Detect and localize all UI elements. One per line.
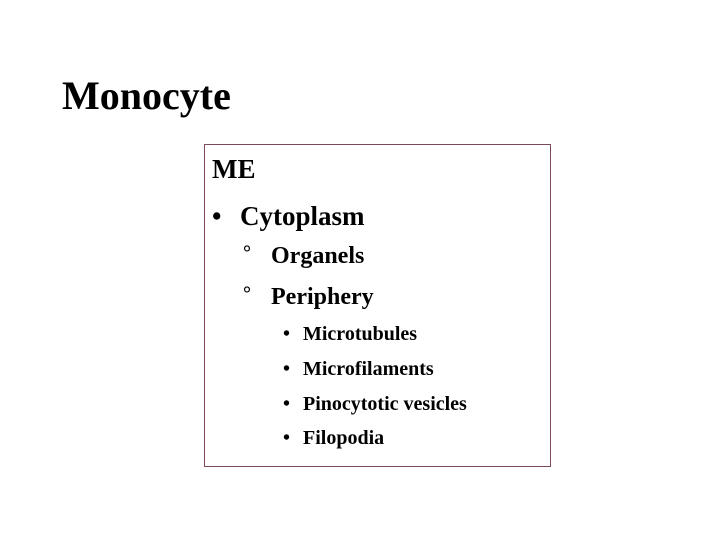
bullet-icon: • [283,427,291,449]
bullet-icon: • [212,201,222,231]
sub-item-label: Organels [271,243,365,269]
bullet-label: Cytoplasm [240,201,365,231]
sub-sub-item-label: Pinocytotic vesicles [303,393,467,415]
sub-item-label: Periphery [271,284,374,310]
section-heading: ME [212,154,256,184]
bullet-icon: • [283,393,291,415]
sub-item-organels [243,242,364,271]
sub-item-periphery [243,283,374,312]
sub-sub-item-label: Microtubules [303,323,418,345]
bullet-item-cytoplasm [212,200,365,232]
sub-sub-item-label: Filopodia [303,427,385,449]
bullet-icon: • [283,323,291,345]
circle-bullet-icon: ° [243,283,251,305]
slide-title: Monocyte [62,73,231,118]
circle-bullet-icon: ° [243,242,251,264]
sub-sub-item-pinocytotic-vesicles [283,392,467,416]
sub-sub-item-microtubules [283,322,417,346]
sub-sub-item-filopodia [283,426,384,450]
sub-sub-item-label: Microfilaments [303,358,434,380]
content-box [204,144,551,467]
sub-sub-item-microfilaments [283,357,434,381]
bullet-icon: • [283,358,291,380]
